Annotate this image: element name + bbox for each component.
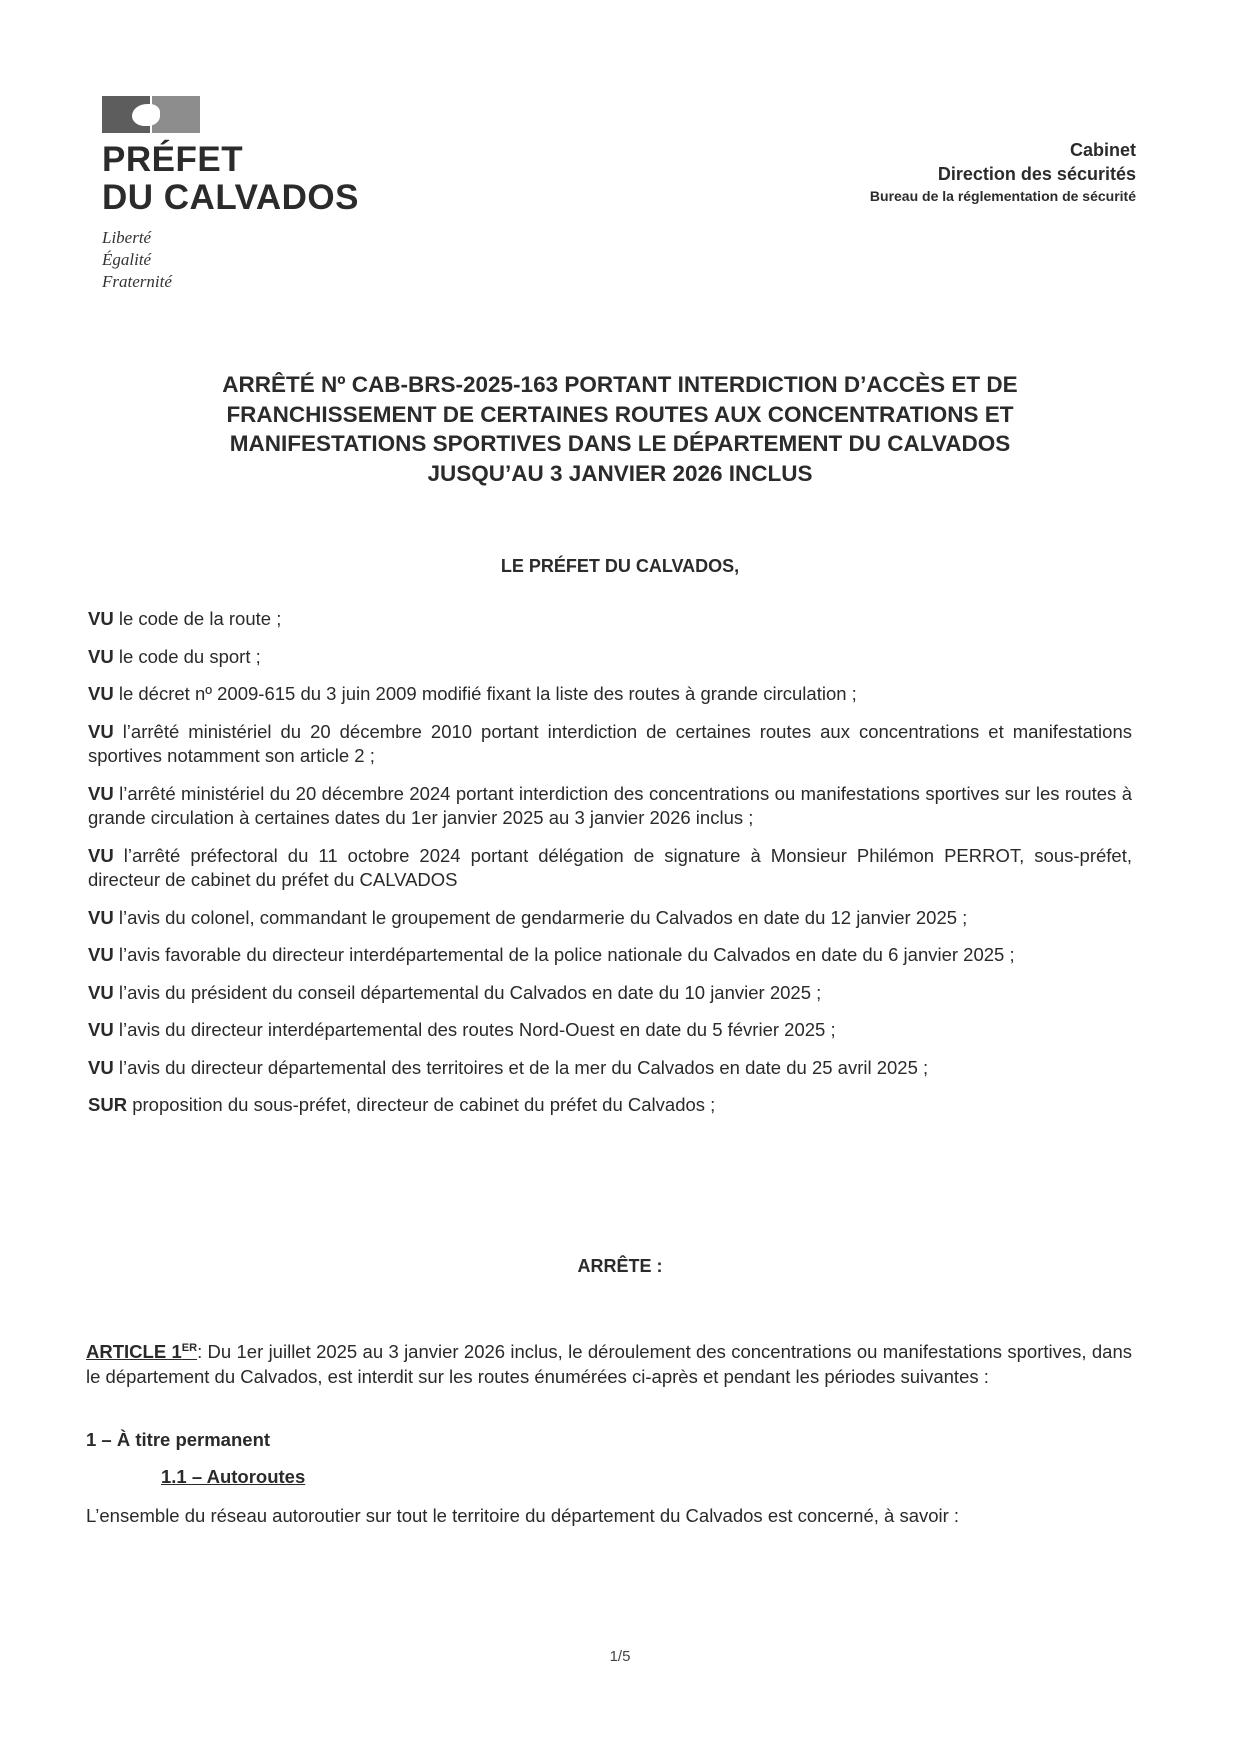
section-1-heading: 1 – À titre permanent <box>86 1429 271 1450</box>
visa-item <box>88 943 1132 968</box>
visa-text: l’avis du président du conseil départemental du Calvados en date du 10 janvier 2025 ; <box>113 981 822 1003</box>
devise-fraternite: Fraternité <box>102 272 172 291</box>
prefecture-logo-block <box>102 96 359 293</box>
visa-text: l’avis du directeur interdépartemental des routes Nord-Ouest en date du 5 février 2025 ; <box>113 1019 836 1040</box>
visa-item <box>88 682 1132 707</box>
devise-egalite: Égalité <box>102 250 152 269</box>
visa-text: le code du sport ; <box>113 645 261 667</box>
article-1-title-sup: ER <box>181 1342 198 1354</box>
issuing-service <box>870 138 1136 206</box>
visa-keyword: VU <box>88 944 114 965</box>
article-1-title-text: ARTICLE 1 <box>86 1341 182 1363</box>
visa-item <box>88 782 1132 831</box>
visa-text: l’arrêté préfectoral du 11 octobre 2024 portant délégation de signature à Monsieur Philémon PERROT, sous-préfet, directeur de cabinet du préfet du CALVADOS <box>88 844 1132 890</box>
visa-keyword: VU <box>88 782 114 804</box>
service-direction: Direction des sécurités <box>937 164 1136 184</box>
visa-keyword: VU <box>88 645 114 667</box>
article-1-text: : Du 1er juillet 2025 au 3 janvier 2026 inclus, le déroulement des concentrations ou manifestations sportives, dans le département du Calvados, est interdit sur les routes énumérées ci-après et pendant les périodes suivantes : <box>86 1341 1132 1387</box>
authority-heading: LE PRÉFET DU CALVADOS, <box>500 556 740 576</box>
visa-item <box>88 1093 1132 1118</box>
devise <box>102 227 359 293</box>
subsection-1-1-heading: 1.1 – Autoroutes <box>161 1466 306 1487</box>
title-line: MANIFESTATIONS SPORTIVES DANS LE DÉPARTEMENT DU CALVADOS <box>229 431 1011 456</box>
visa-keyword: VU <box>88 906 114 928</box>
visa-item <box>88 645 1132 670</box>
visa-text: l’arrêté ministériel du 20 décembre 2024 portant interdiction des concentrations ou manifestations sportives sur les routes à grande circulation à certaines dates du 1er janvier 2025 au 3 janvier 2026 inclus ; <box>88 782 1132 828</box>
visa-item <box>88 1018 1132 1043</box>
visa-item <box>88 906 1132 931</box>
visa-keyword: VU <box>88 844 114 866</box>
visa-text: le code de la route ; <box>113 608 282 629</box>
visa-keyword: VU <box>88 608 114 629</box>
document-title <box>140 370 1100 488</box>
service-bureau: Bureau de la réglementation de sécurité <box>869 188 1136 204</box>
visa-keyword: VU <box>88 981 114 1003</box>
visa-keyword: VU <box>88 683 114 704</box>
title-line: FRANCHISSEMENT DE CERTAINES ROUTES AUX CONCENTRATIONS ET <box>226 401 1014 427</box>
visa-text: l’avis du colonel, commandant le groupement de gendarmerie du Calvados en date du 12 janvier 2025 ; <box>113 906 968 928</box>
visa-text: l’avis favorable du directeur interdépartemental de la police nationale du Calvados en date du 6 janvier 2025 ; <box>113 944 1015 965</box>
visas-list <box>88 607 1132 1131</box>
visa-keyword: VU <box>88 1056 114 1078</box>
title-line: JUSQU’AU 3 JANVIER 2026 INCLUS <box>427 460 813 486</box>
visa-item <box>88 1056 1132 1081</box>
visa-keyword: VU <box>88 1019 114 1040</box>
page-number: 1/5 <box>609 1648 631 1665</box>
visa-text: le décret nº 2009-615 du 3 juin 2009 modifié fixant la liste des routes à grande circulation ; <box>113 683 857 704</box>
prefet-line-1: PRÉFET <box>102 140 244 179</box>
title-line: ARRÊTÉ Nº CAB-BRS-2025-163 PORTANT INTERDICTION D’ACCÈS ET DE <box>222 372 1018 397</box>
visa-keyword: SUR <box>88 1094 128 1115</box>
arrete-heading: ARRÊTE : <box>577 1256 663 1276</box>
visa-text: l’arrêté ministériel du 20 décembre 2010 portant interdiction de certaines routes aux concentrations et manifestations sportives notamment son article 2 ; <box>88 720 1132 766</box>
visa-item <box>88 720 1132 769</box>
article-1 <box>86 1336 1132 1389</box>
prefet-name <box>102 141 359 217</box>
devise-liberte: Liberté <box>102 228 152 247</box>
marianne-logo-icon <box>102 96 200 133</box>
visa-text: proposition du sous-préfet, directeur de cabinet du préfet du Calvados ; <box>127 1094 716 1115</box>
article-1-title <box>86 1341 197 1362</box>
prefet-line-2: DU CALVADOS <box>102 178 359 217</box>
visa-item <box>88 844 1132 893</box>
visa-text: l’avis du directeur départemental des territoires et de la mer du Calvados en date du 25 avril 2025 ; <box>113 1056 929 1078</box>
visa-item <box>88 607 1132 632</box>
autoroutes-paragraph: L’ensemble du réseau autoroutier sur tout le territoire du département du Calvados est concerné, à savoir : <box>86 1505 960 1526</box>
visa-keyword: VU <box>88 720 114 742</box>
visa-item <box>88 981 1132 1006</box>
service-cabinet: Cabinet <box>1069 140 1136 160</box>
